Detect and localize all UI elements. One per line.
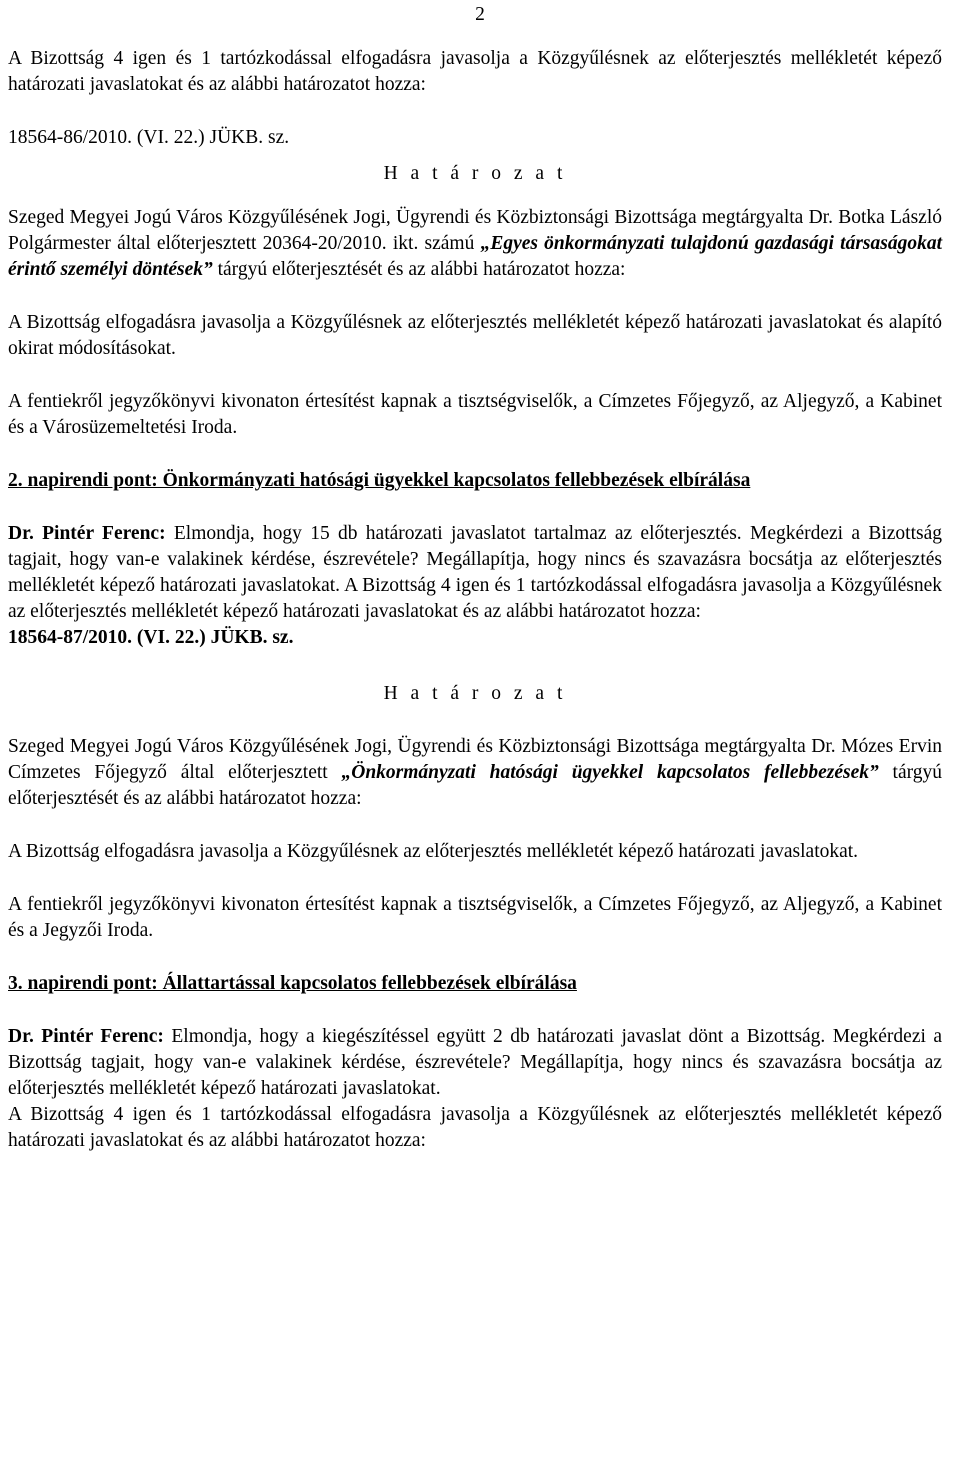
agenda-item-3: 3. napirendi pont: Állattartással kapcsolatos fellebbezések elbírálása	[8, 973, 577, 994]
resolution-body-1-end: tárgyú előterjesztését és az alábbi határozatot hozza:	[217, 259, 626, 280]
agenda-item-2: 2. napirendi pont: Önkormányzati hatósági ügyekkel kapcsolatos fellebbezések elbírálása	[8, 470, 751, 491]
resolution-heading-2: H a t á r o z a t	[383, 683, 567, 704]
speaker-paragraph-3	[8, 1024, 942, 1102]
resolution-heading-1: H a t á r o z a t	[383, 163, 567, 184]
resolution-body-2	[8, 734, 942, 812]
speaker-text-3: Elmondja, hogy a kiegészítéssel együtt 2 db határozati javaslat dönt a Bizottság. Megkérdezi a Bizottság tagjait, hogy van-e valakinek kérdése, észrevétele? Megállapítja, hogy nincs és szavazásra bocsátja az előterjesztés mellékletét képező határozati javaslatokat.	[8, 1026, 943, 1099]
resolution-body-1-intro: Szeged Megyei Jogú Város Közgyűlésének Jogi, Ügyrendi és Közbiztonsági Bizottsága megtárgyalta Dr. Botka László Polgármester által előterjesztett 20364-20/2010. ikt. számú	[8, 207, 942, 254]
speaker-paragraph-2	[8, 521, 942, 625]
resolution-notice-2: A fentiekről jegyzőkönyvi kivonaton értesítést kapnak a tisztségviselők, a Címzetes Főjegyző, az Aljegyző, a Kabinet és a Jegyzői Iroda.	[8, 894, 942, 941]
resolution-notice-1: A fentiekről jegyzőkönyvi kivonaton értesítést kapnak a tisztségviselők, a Címzetes Főjegyző, az Aljegyző, a Kabinet és a Városüzemeltetési Iroda.	[8, 391, 942, 438]
resolution-body-1	[8, 205, 942, 283]
resolution-decision-2: A Bizottság elfogadásra javasolja a Közgyűlésnek az előterjesztés mellékletét képező határozati javaslatokat.	[8, 841, 859, 862]
speaker-name: Dr. Pintér Ferenc:	[8, 523, 166, 544]
resolution-body-2-end: tárgyú előterjesztését és az alábbi határozatot hozza:	[8, 762, 942, 809]
resolution-subject-2: „Önkormányzati hatósági ügyekkel kapcsolatos fellebbezések”	[341, 762, 879, 783]
resolution-subject-1: „Egyes önkormányzati tulajdonú gazdasági társaságokat érintő személyi döntések”	[8, 233, 943, 280]
vote-paragraph-1: A Bizottság 4 igen és 1 tartózkodással elfogadásra javasolja a Közgyűlésnek az előterjesztés mellékletét képező határozati javaslatokat és az alábbi határozatot hozza:	[8, 48, 942, 95]
resolution-body-2-intro: Szeged Megyei Jogú Város Közgyűlésének Jogi, Ügyrendi és Közbiztonsági Bizottsága megtárgyalta Dr. Mózes Ervin Címzetes Főjegyző által előterjesztett	[8, 736, 942, 783]
vote-paragraph-3: A Bizottság 4 igen és 1 tartózkodással elfogadásra javasolja a Közgyűlésnek az előterjesztés mellékletét képező határozati javaslatokat és az alábbi határozatot hozza:	[8, 1104, 942, 1151]
speaker-name-3: Dr. Pintér Ferenc:	[8, 1026, 164, 1047]
vote-paragraph-2: A Bizottság 4 igen és 1 tartózkodással elfogadásra javasolja a Közgyűlésnek az előterjesztés mellékletét képező határozati javaslatokat és az alábbi határozatot hozza:	[8, 575, 942, 622]
resolution-number-1: 18564-86/2010. (VI. 22.) JÜKB. sz.	[8, 127, 290, 148]
speaker-text-2: Elmondja, hogy 15 db határozati javaslatot tartalmaz az előterjesztés. Megkérdezi a Bizottság tagjait, hogy van-e valakinek kérdése, észrevétele? Megállapítja, hogy nincs és szavazásra bocsátja az előterjesztés mellékletét képező határozati javaslatokat.	[8, 523, 943, 596]
resolution-number-2: 18564-87/2010. (VI. 22.) JÜKB. sz.	[8, 627, 294, 648]
resolution-decision-1: A Bizottság elfogadásra javasolja a Közgyűlésnek az előterjesztés mellékletét képező határozati javaslatokat és alapító okirat módosításokat.	[8, 312, 942, 359]
page-number: 2	[475, 4, 485, 25]
